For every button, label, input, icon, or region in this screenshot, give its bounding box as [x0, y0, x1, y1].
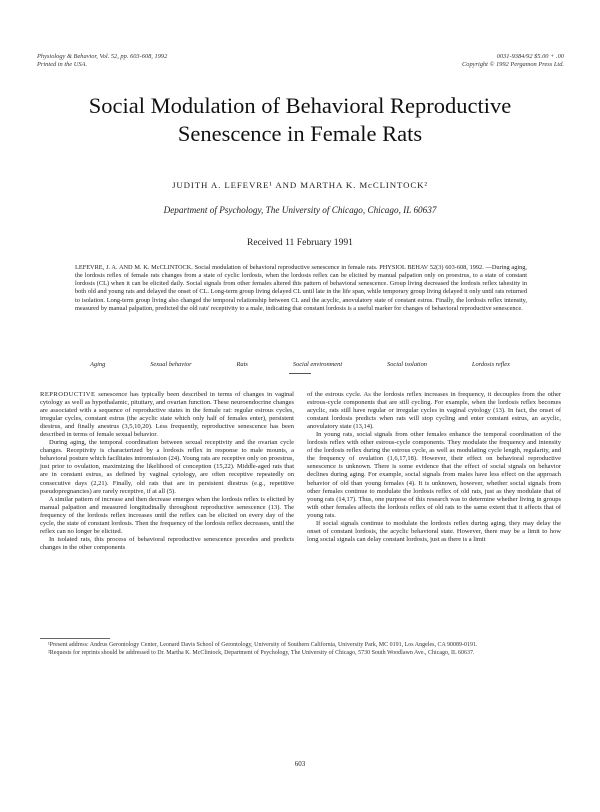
- body-column-right: [307, 391, 561, 544]
- body-paragraph: During aging, the temporal coordination between sexual receptivity and the ovarian cycle changes. Receptivity is characterized by a lordosis reflex in response to male mounts, a behavioral posture which facilitates intromission (24). Young rats are receptive only on proestrus, just prior to ovulation, maximizing the likelihood of conception (15,22). Middle-aged rats that are in constant estrus, as defined by vaginal cytology, are often receptive repeatedly on consecutive days (2,21). Finally, old rats that are in persistent diestrus (e.g., repetitive pseudopregnancies) are rarely receptive, if at all (5).: [40, 439, 294, 495]
- lead-word: REPRODUCTIVE: [40, 391, 96, 398]
- copyright-block: [462, 53, 564, 69]
- keyword: Aging: [90, 361, 106, 368]
- footnote-divider: [40, 638, 110, 639]
- keyword-list: [90, 361, 510, 368]
- body-paragraph: In young rats, social signals from other females enhance the temporal coordination of the lordosis reflex with other estrous-cycle components. They modulate the frequency and intensity of the lordosis reflex during the estrous cycle, as well as modulating cycle length, regularity, and the frequency of ovulation (1,6,17,18). However, their effect on behavioral reproductive senescence is unknown. There is some evidence that the effect of social signals on behavior declines during aging. For example, social signals from males have less effect on the approach behavior of old than young females (4). It is unknown, however, whether social signals from other females continue to modulate the lordosis reflex of old rats, just as they modulate that of young rats (14,17). Thus, one purpose of this research was to determine whether living in groups with other females affects the lordosis reflex of old rats to the same extent that it affects that of young rats.: [307, 431, 561, 519]
- body-paragraph: In isolated rats, this process of behavioral reproductive senescence precedes and predicts changes in the other components: [40, 535, 294, 551]
- body-paragraph: [40, 391, 294, 439]
- abstract: LEFEVRE, J. A. AND M. K. McCLINTOCK. Social modulation of behavioral reproductive senescence in female rats. PHYSIOL BEHAV 52(3) 603-608, 1992. —During aging, the lordosis reflex of female rats changes from a state of cyclic lordosis, when the lordosis reflex can be elicited by manual palpation only on proestrus, to a state of constant lordosis (CL) when it can be elicited daily. Social signals from other females altered this pattern of behavioral senescence. Group living decreased the lordosis reflex tahesiity in both old and young rats and delayed the onset of CL. Long-term group living delayed CL until late in the life span, while temporary group living delayed it only until rats returned to isolation. Long-term group living also changed the temporal relationship between CL and the acyclic, anovulatory state of constant estrus. Finally, the lordosis reflex intensity, measured by manual palpation, predicted the old rats' receptivity to a male, indicating that constant lordosis is a useful marker for changes of behavioral reproductive senescence.: [75, 264, 527, 312]
- keyword: Social environment: [292, 361, 343, 368]
- keyword: Social isolation: [387, 361, 427, 368]
- author-affiliation: Department of Psychology, The University of Chicago, Chicago, IL 60637: [163, 205, 437, 215]
- body-paragraph: A similar pattern of increase and then decrease emerges when the lordosis reflex is elicited by manual palpation and measured longitudinally throughout reproductive senescence (13). The frequency of the lordosis reflex increases until the reflex can be elicited on every day of the cycle, the state of constant lordosis. Then the frequency of the lordosis reflex decreases, until the reflex can no longer be elicited.: [40, 495, 294, 535]
- copyright-line: Copyright © 1992 Pergamon Press Ltd.: [461, 61, 564, 68]
- article-title: [0, 92, 600, 148]
- issn-price-line: 0031-9384/92 $5.00 + .00: [496, 53, 564, 60]
- journal-citation-line: Physiology & Behavior, Vol. 52, pp. 603-608, 1992: [37, 53, 168, 60]
- keyword: Rats: [236, 361, 248, 368]
- keyword: Lordosis reflex: [471, 361, 510, 368]
- footnotes: [40, 642, 561, 657]
- footnote-2: ²Requests for reprints should be addressed to Dr. Martha K. McClintock, Department of Psychology, The University of Chicago, 5730 South Woodlawn Ave., Chicago, IL 60637.: [48, 649, 475, 656]
- body-paragraph: of the estrous cycle. As the lordosis reflex increases in frequency, it decouples from the other estrous-cycle components that are still cycling. For example, when the lordosis reflex becomes acyclic, rats still have regular or irregular cycles in vaginal cytology (13). In fact, the onset of constant lordosis predicts when rats will stop cycling and enter constant estrus, an acyclic, anovulatory state (13,14).: [307, 391, 561, 431]
- body-column-left: [40, 391, 294, 552]
- title-line-2: Senescence in Female Rats: [177, 121, 423, 146]
- received-date: Received 11 February 1991: [247, 237, 353, 248]
- title-line-1: Social Modulation of Behavioral Reproductive: [88, 93, 512, 118]
- journal-citation: [37, 53, 167, 69]
- paragraph-text: senescence has typically been described in terms of changes in vaginal cytology as well as hypothalamic, pituitary, and ovarian function. These neuroendocrine changes are associated with a sequence of reproductive states in the female rat: regular estrous cycles, irregular cycles, constant estrus (the acyclic state which only half of females enter), persistent diestrus, and finally anestrus (3,5,10,20). Less frequently, reproductive senescence has been described in terms of female sexual behavior.: [40, 391, 294, 439]
- section-divider: [289, 373, 311, 374]
- footnote-1: ¹Present address: Andrus Gerontology Center, Leonard Davis School of Gerontology, University of Southern California, University Park, MC 0191, Los Angeles, CA 90089-0191.: [48, 642, 478, 648]
- body-paragraph: If social signals continue to modulate the lordosis reflex during aging, they may delay the onset of constant lordosis, the acyclic behavioral state. However, there may be a limit to how long social signals can delay constant lordosis, just as there is a limit: [307, 519, 561, 543]
- author-list: JUDITH A. LEFEVRE¹ AND MARTHA K. McCLINTOCK²: [172, 180, 428, 190]
- page-number: 603: [294, 760, 306, 768]
- keyword: Sexual behavior: [150, 361, 192, 368]
- printed-in-line: Printed in the USA.: [37, 61, 88, 68]
